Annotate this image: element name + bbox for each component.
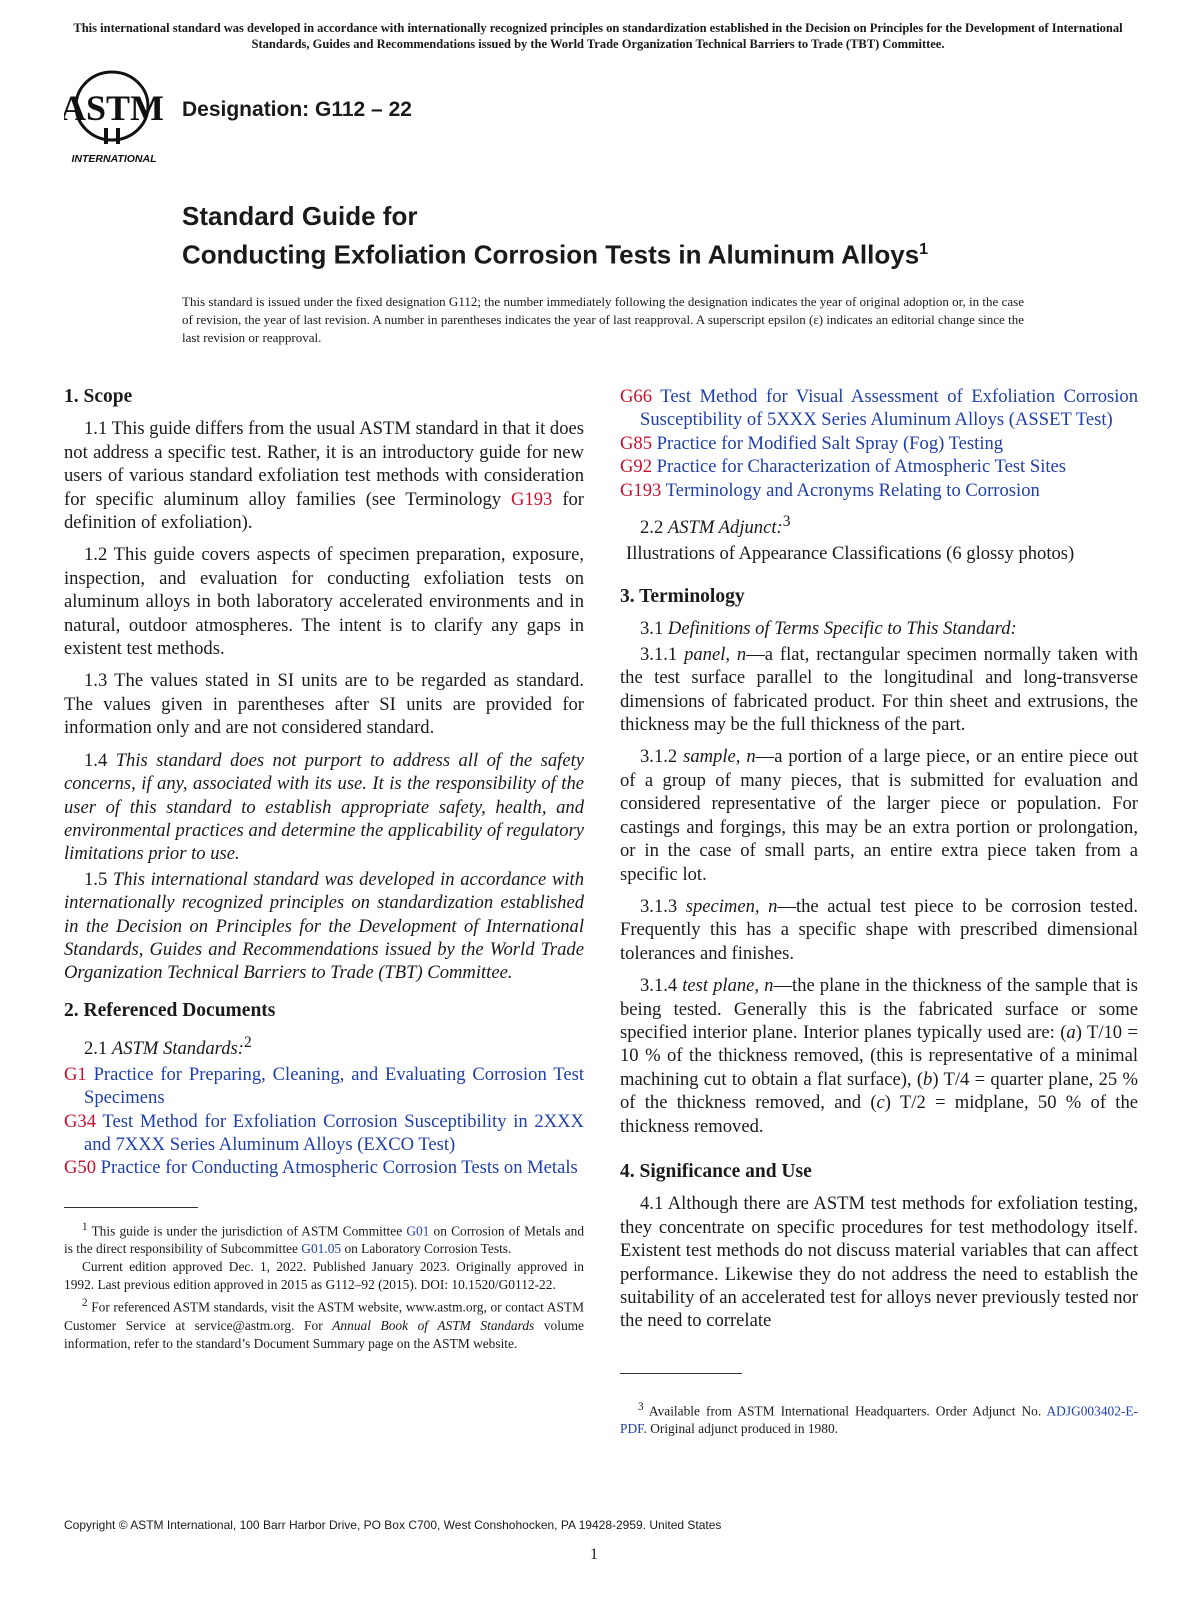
definition-sample-term: sample, n bbox=[683, 746, 756, 768]
para-3-1 bbox=[620, 617, 1138, 640]
definition-test-plane-item-a: a bbox=[1066, 1021, 1076, 1043]
para-3-1-number: 3.1 bbox=[640, 618, 668, 640]
para-2-1-number: 2.1 bbox=[84, 1038, 112, 1060]
para-2-2-number: 2.2 bbox=[640, 517, 668, 539]
footnote-2 bbox=[64, 1294, 584, 1352]
section-2-heading: 2. Referenced Documents bbox=[64, 999, 276, 1021]
definition-test-plane-text-a: —the plane in the thickness of the sample that is being tested. Generally this is the fabricated surface or some specified interior plane. Interior planes typically used are: ( bbox=[620, 975, 1139, 1043]
para-2-1 bbox=[64, 1031, 584, 1061]
ref-title-g193[interactable]: Terminology and Acronyms Relating to Corrosion bbox=[661, 479, 1040, 501]
footnote-1-text-end: on Laboratory Corrosion Tests. bbox=[341, 1241, 512, 1257]
definition-test-plane-item-b: b bbox=[923, 1068, 933, 1090]
reference-item-g1 bbox=[64, 1063, 584, 1110]
definition-sample bbox=[620, 745, 1138, 885]
para-3-1-text: Definitions of Terms Specific to This Standard: bbox=[667, 618, 1017, 640]
footnote-2-text-end: volume information, refer to the standard’s Document Summary page on the ASTM website. bbox=[64, 1317, 584, 1351]
ref-code-g50[interactable]: G50 bbox=[64, 1157, 97, 1179]
definition-test-plane-number: 3.1.4 bbox=[640, 975, 683, 997]
para-1-5 bbox=[64, 868, 584, 985]
right-column bbox=[620, 385, 1138, 1342]
reference-item-g34 bbox=[64, 1110, 584, 1157]
ref-code-g66[interactable]: G66 bbox=[620, 386, 653, 407]
section-3-heading: 3. Terminology bbox=[620, 586, 745, 608]
reference-item-g50 bbox=[64, 1156, 584, 1179]
reference-item-g85 bbox=[620, 432, 1138, 455]
definition-panel-number: 3.1.1 bbox=[640, 643, 685, 665]
para-4-1: 4.1 Although there are ASTM test methods for exfoliation testing, they concentrate on specific procedures for test methodology itself. Existent test methods do not discuss material variables that can affect performance. Likewise they do not address the need to establish the suitability of an accelerated test for alloys never previously tested nor the need to correlate bbox=[620, 1193, 1138, 1332]
footnote-3-text: Available from ASTM International Headquarters. Order Adjunct No. bbox=[648, 1403, 1047, 1419]
definition-sample-text: —a portion of a large piece, or an entire piece out of a group of many pieces, that is submitted for evaluation and considered representative of the larger piece or population. For castings and forgings, this may be an extra portion or prolongation, or in the case of small parts, an entire extra piece taken from a specific lot. bbox=[620, 746, 1138, 885]
title-line-2 bbox=[182, 233, 928, 272]
definition-sample-number: 3.1.2 bbox=[640, 746, 684, 768]
ref-title-g50[interactable]: Practice for Conducting Atmospheric Corrosion Tests on Metals bbox=[96, 1157, 578, 1179]
header-notice: This international standard was developed in accordance with internationally recognized principles on standardization established in the Decision on Principles for the Development of International Standards, Guides and Recommendations issued by the World Trade Organization Technical Barriers to Trade (TBT) Committee. bbox=[73, 21, 1123, 51]
footnote-link-g01-05[interactable]: G01.05 bbox=[301, 1241, 342, 1257]
footnote-rule-right bbox=[620, 1373, 742, 1374]
para-1-5-number: 1.5 bbox=[84, 868, 113, 890]
definition-test-plane bbox=[620, 974, 1138, 1138]
para-1-4-text: This standard does not purport to address all of the safety concerns, if any, associated with its use. It is the responsibility of the user of this standard to establish appropriate safety, health, and environmental practices and determine the applicability of regulatory limitations prior to use. bbox=[64, 749, 584, 865]
document-title bbox=[182, 200, 928, 272]
footnote-2-marker: 2 bbox=[82, 1297, 88, 1310]
title-main: Conducting Exfoliation Corrosion Tests in Aluminum Alloys bbox=[182, 239, 920, 270]
para-1-2: 1.2 This guide covers aspects of specimen preparation, exposure, inspection, and evaluation for conducting exfoliation tests on aluminum alloys in both laboratory accelerated environments and in natural, outdoor atmospheres. The intent is to clarify any gaps in existent test methods. bbox=[64, 544, 584, 660]
footnote-1-edition: Current edition approved Dec. 1, 2022. Published January 2023. Originally approved in 1992. Last previous edition approved in 2015 as G112–92 (2015). DOI: 10.1520/G0112-22. bbox=[64, 1259, 584, 1293]
para-1-1-text-end: for definition of exfoliation). bbox=[64, 488, 584, 534]
definition-specimen-text: —the actual test piece to be corrosion tested. Frequently this has a specific shape with prescribed dimensional tolerances and finishes. bbox=[620, 895, 1138, 964]
ref-title-g92[interactable]: Practice for Characterization of Atmospheric Test Sites bbox=[652, 456, 1067, 478]
footnotes-left bbox=[64, 1218, 584, 1353]
ref-title-g85[interactable]: Practice for Modified Salt Spray (Fog) Testing bbox=[652, 432, 1004, 454]
definition-specimen bbox=[620, 895, 1138, 965]
footnote-3-text-end: . Original adjunct produced in 1980. bbox=[643, 1421, 838, 1437]
definition-test-plane-text-d: ) T/2 = midplane, 50 % of the thickness removed. bbox=[620, 1092, 1139, 1137]
adjunct-item: Illustrations of Appearance Classifications (6 glossy photos) bbox=[626, 542, 1075, 564]
section-1-heading: 1. Scope bbox=[64, 386, 133, 407]
astm-logo-icon bbox=[64, 70, 170, 166]
ref-title-g1[interactable]: Practice for Preparing, Cleaning, and Evaluating Corrosion Test Specimens bbox=[84, 1063, 584, 1109]
reference-item-g193 bbox=[620, 479, 1138, 502]
ref-code-g193[interactable]: G193 bbox=[620, 479, 662, 501]
definition-test-plane-text-c: ) T/4 = quarter plane, 25 % of the thickness removed, and ( bbox=[620, 1068, 1139, 1114]
footnote-3-marker: 3 bbox=[638, 1401, 644, 1413]
para-1-5-text: This international standard was developed in accordance with internationally recognized principles on standardization established in the Decision on Principles for the Development of International Standards, Guides and Recommendations issued by the World Trade Organization Technical Barriers to Trade (TBT) Committee. bbox=[64, 868, 585, 984]
ref-title-g66[interactable]: Test Method for Visual Assessment of Exfoliation Corrosion Susceptibility of 5XXX Series Aluminum Alloys (ASSET Test) bbox=[640, 386, 1138, 431]
ref-code-g85[interactable]: G85 bbox=[620, 432, 653, 454]
left-column bbox=[64, 385, 584, 1180]
ref-link-g193[interactable]: G193 bbox=[511, 488, 553, 510]
para-1-1-text: 1.1 This guide differs from the usual ASTM standard in that it does not address a specific test. Rather, it is an introductory guide for new users of various standard exfoliation test methods with consideration for specific aluminum alloy families (see Terminology bbox=[64, 418, 584, 510]
footnote-rule-left bbox=[64, 1207, 198, 1208]
footnote-2-text: For referenced ASTM standards, visit the ASTM website, www.astm.org, or contact ASTM Customer Service at service@astm.org. For bbox=[64, 1299, 584, 1333]
reference-item-g66 bbox=[620, 385, 1138, 432]
footnote-1-text-mid: on Corrosion of Metals and is the direct responsibility of Subcommittee bbox=[64, 1223, 585, 1257]
footnote-marker-3: 3 bbox=[782, 513, 791, 531]
footnote-link-g01[interactable]: G01 bbox=[406, 1223, 430, 1239]
astm-logo bbox=[64, 70, 170, 166]
reference-item-g92 bbox=[620, 455, 1138, 478]
footnotes-right bbox=[620, 1398, 1138, 1438]
section-4-heading: 4. Significance and Use bbox=[620, 1160, 812, 1182]
definition-panel-text: —a flat, rectangular specimen normally taken with the test surface parallel to the longitudinal and long-transverse dimensions of fabricated product. For thin sheet and extrusions, the thickness may be the full thickness of the part. bbox=[620, 643, 1138, 736]
para-2-1-text: ASTM Standards: bbox=[111, 1038, 244, 1060]
para-2-2 bbox=[620, 510, 1138, 540]
designation: Designation: G112 – 22 bbox=[182, 98, 412, 121]
ref-title-g34[interactable]: Test Method for Exfoliation Corrosion Susceptibility in 2XXX and 7XXX Series Aluminum Alloys (EXCO Test) bbox=[84, 1110, 584, 1155]
para-2-2-text: ASTM Adjunct: bbox=[667, 517, 783, 539]
footnote-link-adjunct[interactable]: ADJG003402-E-PDF bbox=[620, 1403, 1139, 1437]
title-line-1: Standard Guide for bbox=[182, 201, 418, 231]
definition-panel bbox=[620, 643, 1138, 737]
definition-test-plane-item-c: c bbox=[876, 1092, 885, 1114]
para-1-4 bbox=[64, 749, 584, 866]
ref-code-g92[interactable]: G92 bbox=[620, 456, 653, 478]
footnote-1-text: This guide is under the jurisdiction of ASTM Committee bbox=[91, 1223, 407, 1239]
preamble: This standard is issued under the fixed designation G112; the number immediately following the designation indicates the year of original adoption or, in the case of revision, the year of last revision. A number in parentheses indicates the year of last reapproval. A superscript epsilon (ε) indicates an editorial change since the last revision or reapproval. bbox=[182, 294, 1024, 345]
footnote-1 bbox=[64, 1218, 584, 1258]
definition-test-plane-text-b: ) T/10 = 10 % of the thickness removed, (this is representative of a minimal machining cut to obtain a flat surface), ( bbox=[620, 1021, 1138, 1090]
definition-specimen-term: specimen, n bbox=[685, 895, 778, 917]
logo-wordmark: ASTM bbox=[64, 88, 165, 128]
logo-label: INTERNATIONAL bbox=[71, 153, 157, 165]
para-1-4-number: 1.4 bbox=[84, 749, 116, 771]
title-footnote-marker: 1 bbox=[919, 241, 929, 258]
footnote-3 bbox=[620, 1398, 1138, 1438]
para-1-3: 1.3 The values stated in SI units are to be regarded as standard. The values given in parentheses after SI units are provided for information only and are not considered standard. bbox=[64, 670, 584, 739]
page-number: 1 bbox=[590, 1546, 598, 1563]
ref-code-g1[interactable]: G1 bbox=[64, 1063, 87, 1085]
footnote-2-emphasis: Annual Book of ASTM Standards bbox=[332, 1317, 535, 1333]
para-1-1 bbox=[64, 417, 584, 534]
definition-test-plane-term: test plane, n bbox=[682, 975, 774, 997]
footnote-1-marker: 1 bbox=[82, 1221, 88, 1233]
ref-code-g34[interactable]: G34 bbox=[64, 1110, 97, 1132]
footnote-marker-2: 2 bbox=[243, 1034, 252, 1052]
definition-specimen-number: 3.1.3 bbox=[640, 895, 686, 917]
definition-panel-term: panel, n bbox=[684, 643, 747, 665]
copyright-footer: Copyright © ASTM International, 100 Barr Harbor Drive, PO Box C700, West Conshohocken, PA 19428-2959. United States bbox=[64, 1518, 722, 1532]
